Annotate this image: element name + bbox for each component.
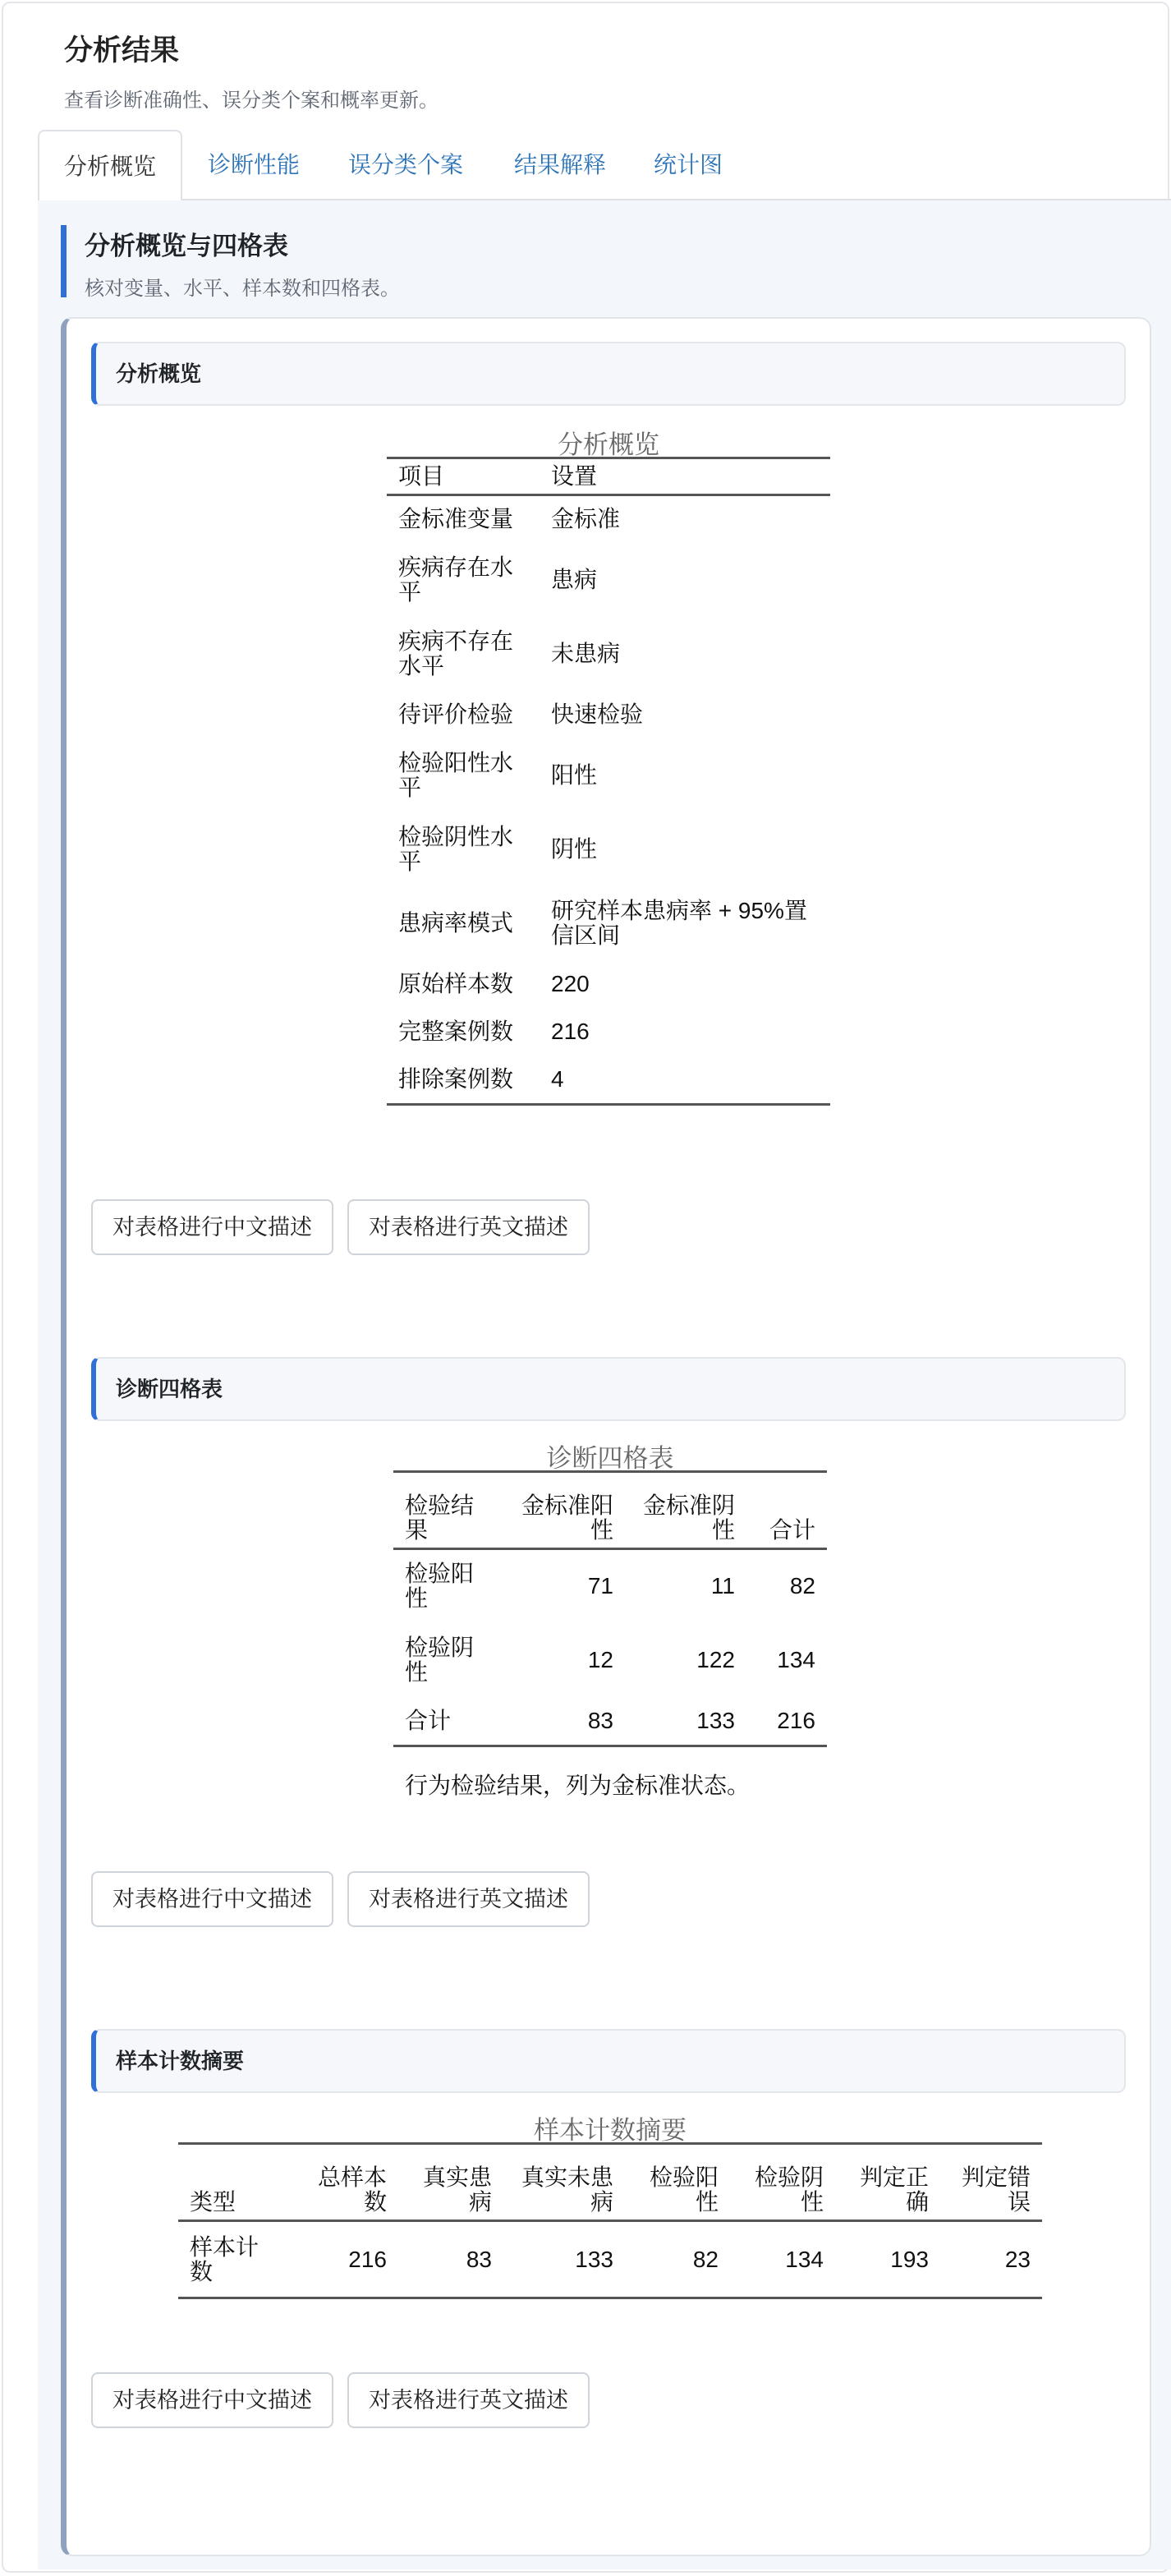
summary-cell: 216	[290, 2221, 398, 2298]
page-header	[64, 28, 439, 113]
tab-pane-overview	[38, 200, 1171, 2569]
overview-value: 阴性	[551, 835, 598, 862]
fourfold-cell: 133	[625, 1697, 746, 1746]
fourfold-row-label: 检验阴性	[405, 1634, 475, 1685]
fourfold-cell: 82	[789, 1573, 815, 1599]
table-row	[387, 1056, 830, 1105]
table-row	[387, 960, 830, 1008]
fourfold-cell: 134	[777, 1646, 815, 1672]
fourfold-describe-en-button[interactable]: 对表格进行英文描述	[347, 1871, 590, 1927]
table-row	[393, 1697, 827, 1746]
overview-value: 未患病	[551, 640, 621, 666]
summary-header-type: 类型	[178, 2144, 290, 2221]
section-subtitle: 核对变量、水平、样本数和四格表。	[85, 278, 400, 300]
overview-item: 检验阳性水平	[398, 749, 514, 800]
overview-item: 疾病不存在水平	[398, 628, 514, 678]
summary-card-title: 样本计数摘要	[91, 2029, 1126, 2093]
tab-misclassified-cases[interactable]: 误分类个案	[347, 152, 463, 177]
fourfold-cell: 11	[710, 1573, 735, 1599]
summary-row-label: 样本计数	[178, 2221, 290, 2298]
section-title: 分析概览与四格表	[85, 232, 288, 260]
overview-item: 排除案例数	[387, 1056, 540, 1105]
overview-item: 待评价检验	[398, 701, 514, 727]
summary-header-non-diseased: 真实未患病	[503, 2144, 625, 2221]
fourfold-row-label: 检验阳性	[405, 1561, 475, 1612]
fourfold-header-gold-negative: 金标准阴性	[625, 1472, 746, 1549]
table-row	[393, 1549, 827, 1623]
tab-interpretation[interactable]: 结果解释	[513, 152, 606, 177]
fourfold-cell: 216	[746, 1697, 827, 1746]
overview-value: 研究样本患病率 + 95%置信区间	[551, 897, 807, 948]
overview-header-setting: 设置	[540, 458, 830, 495]
summary-cell: 23	[940, 2221, 1042, 2298]
overview-value: 金标准	[551, 506, 621, 532]
fourfold-table-title: 诊断四格表	[546, 1444, 674, 1473]
summary-table	[178, 2142, 1042, 2299]
tab-charts[interactable]: 统计图	[653, 152, 723, 177]
summary-header-test-positive: 检验阳性	[625, 2144, 730, 2221]
results-container	[2, 2, 1169, 2573]
summary-header-incorrect: 判定错误	[940, 2144, 1042, 2221]
overview-describe-zh-button[interactable]: 对表格进行中文描述	[91, 1199, 333, 1255]
fourfold-table-note: 行为检验结果，列为金标准状态。	[405, 1773, 751, 1798]
summary-header-total: 总样本数	[290, 2144, 398, 2221]
summary-table-title: 样本计数摘要	[534, 2116, 687, 2145]
tab-overview[interactable]: 分析概览	[38, 130, 182, 202]
overview-value: 患病	[551, 566, 598, 592]
summary-cell: 133	[503, 2221, 625, 2298]
table-row	[178, 2221, 1042, 2298]
table-row	[387, 691, 830, 738]
fourfold-header-gold-positive: 金标准阳性	[503, 1472, 625, 1549]
overview-value: 快速检验	[551, 701, 644, 727]
overview-item: 金标准变量	[398, 506, 514, 532]
table-row	[393, 1623, 827, 1697]
summary-header-diseased: 真实患病	[398, 2144, 503, 2221]
summary-header-test-negative: 检验阴性	[730, 2144, 835, 2221]
tab-bar	[38, 130, 1171, 200]
fourfold-cell: 12	[587, 1646, 613, 1672]
summary-cell: 83	[398, 2221, 503, 2298]
overview-describe-en-button[interactable]: 对表格进行英文描述	[347, 1199, 590, 1255]
summary-describe-zh-button[interactable]: 对表格进行中文描述	[91, 2372, 333, 2428]
table-row	[387, 738, 830, 812]
overview-item: 完整案例数	[398, 1018, 514, 1044]
section-header	[61, 225, 400, 300]
fourfold-cell: 122	[696, 1646, 735, 1672]
summary-cell: 134	[730, 2221, 835, 2298]
page-title: 分析结果	[64, 34, 180, 67]
table-row	[387, 495, 830, 543]
overview-item: 疾病存在水平	[398, 554, 514, 605]
fourfold-row-label: 合计	[393, 1697, 503, 1746]
overview-item: 患病率模式	[398, 909, 514, 936]
table-row	[387, 617, 830, 691]
table-row	[387, 886, 830, 960]
table-row	[387, 1008, 830, 1056]
overview-value: 220	[551, 970, 590, 996]
fourfold-card-title: 诊断四格表	[91, 1357, 1126, 1421]
summary-cell: 82	[625, 2221, 730, 2298]
fourfold-cell: 71	[587, 1573, 613, 1599]
overview-card-title: 分析概览	[91, 342, 1126, 406]
summary-header-correct: 判定正确	[835, 2144, 940, 2221]
overview-table-title: 分析概览	[558, 430, 659, 459]
table-row	[387, 812, 830, 886]
tab-diagnostic-performance[interactable]: 诊断性能	[207, 152, 300, 177]
page-subtitle: 查看诊断准确性、误分类个案和概率更新。	[64, 90, 439, 112]
fourfold-table	[393, 1470, 827, 1747]
fourfold-describe-zh-button[interactable]: 对表格进行中文描述	[91, 1871, 333, 1927]
fourfold-cell: 83	[503, 1697, 625, 1746]
overview-table	[387, 457, 830, 1106]
table-row	[387, 543, 830, 617]
overview-value: 阳性	[551, 761, 598, 788]
fourfold-header-test-result: 检验结果	[393, 1472, 503, 1549]
fourfold-header-total: 合计	[746, 1472, 827, 1549]
overview-value: 4	[540, 1056, 830, 1105]
summary-describe-en-button[interactable]: 对表格进行英文描述	[347, 2372, 590, 2428]
overview-item: 检验阴性水平	[398, 823, 514, 874]
overview-header-item: 项目	[387, 458, 540, 495]
overview-item: 原始样本数	[398, 970, 514, 996]
results-panel	[61, 317, 1151, 2556]
overview-value: 216	[551, 1018, 590, 1044]
summary-cell: 193	[835, 2221, 940, 2298]
